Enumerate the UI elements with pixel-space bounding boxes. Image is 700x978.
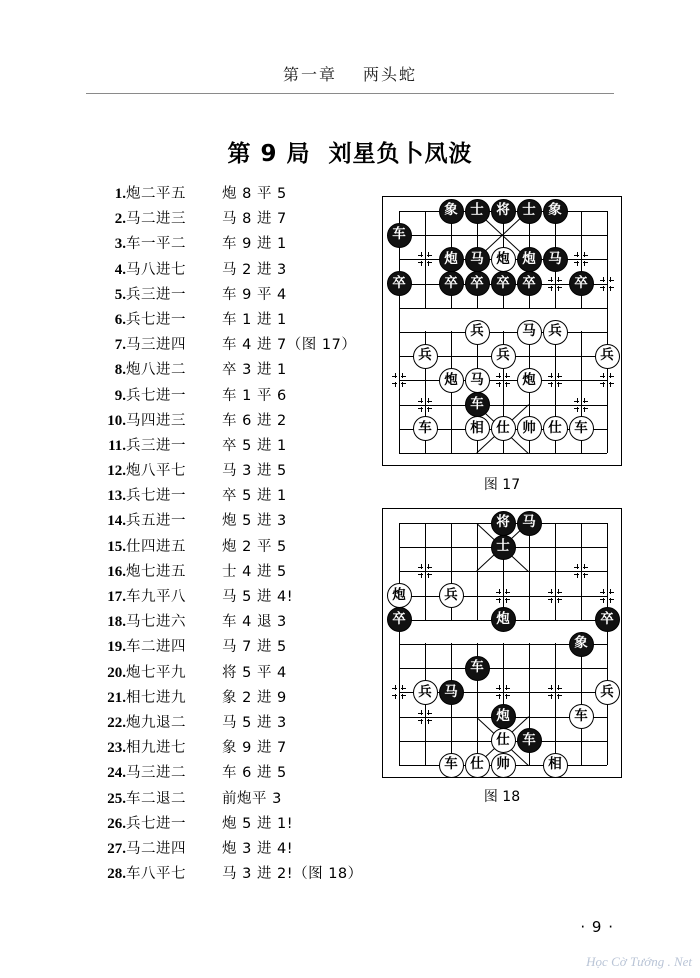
move-red: 马二进三 (126, 211, 186, 228)
move-row (96, 787, 366, 812)
game-title-prefix: 第 9 局 (227, 141, 311, 167)
watermark: Học Cờ Tướng . Net (586, 954, 692, 969)
chess-piece: 帅 (491, 753, 516, 778)
chess-piece: 仕 (491, 728, 516, 753)
chess-piece: 马 (543, 247, 568, 272)
move-black: 车 4 退 3 (222, 614, 287, 631)
board-point-mark (418, 710, 432, 724)
chess-piece: 仕 (491, 416, 516, 441)
move-black: 前炮平 3 (222, 790, 282, 807)
chess-piece: 将 (491, 199, 516, 224)
chess-piece: 卒 (517, 271, 542, 296)
chess-piece: 炮 (439, 368, 464, 393)
move-row (96, 610, 366, 635)
move-red: 兵五进一 (126, 513, 186, 530)
board-18 (382, 508, 622, 778)
move-black: 将 5 平 4 (222, 664, 287, 681)
running-head-chapter: 第一章 (282, 65, 337, 84)
move-row (96, 711, 366, 736)
move-black: 车 6 进 5 (222, 765, 287, 782)
move-black: 炮 2 平 5 (222, 538, 287, 555)
move-row (96, 333, 366, 358)
chess-piece: 仕 (543, 416, 568, 441)
move-number: 19. (107, 639, 126, 656)
move-row (96, 182, 366, 207)
move-number: 3. (114, 236, 126, 253)
chess-piece: 车 (569, 416, 594, 441)
move-red: 仕四进五 (126, 538, 186, 555)
move-number: 7. (114, 337, 126, 354)
board-point-mark (574, 564, 588, 578)
move-row (96, 509, 366, 534)
board-point-mark (600, 589, 614, 603)
move-red: 车一平二 (126, 236, 186, 253)
move-black: 炮 8 平 5 (222, 186, 287, 202)
chess-piece: 炮 (439, 247, 464, 272)
board-point-mark (574, 398, 588, 412)
chess-piece: 马 (517, 511, 542, 536)
move-number: 8. (114, 362, 126, 379)
move-black: 车 4 进 7（图 17） (222, 337, 357, 354)
move-black: 马 7 进 5 (222, 639, 287, 656)
chess-piece: 士 (465, 199, 490, 224)
move-black: 车 6 进 2 (222, 412, 287, 429)
move-black: 象 2 进 9 (222, 689, 287, 706)
board-point-mark (418, 252, 432, 266)
chess-piece: 象 (569, 632, 594, 657)
move-black: 炮 5 进 3 (222, 513, 287, 530)
chess-piece: 兵 (413, 680, 438, 705)
move-black: 车 1 平 6 (222, 387, 287, 404)
move-number: 14. (107, 513, 126, 530)
move-number: 6. (114, 311, 126, 328)
chess-piece: 车 (439, 753, 464, 778)
move-row (96, 560, 366, 585)
move-number: 16. (107, 563, 126, 580)
move-row (96, 812, 366, 837)
move-number: 1. (114, 186, 126, 202)
move-number: 10. (107, 412, 126, 429)
chess-piece: 将 (491, 511, 516, 536)
chess-piece: 象 (543, 199, 568, 224)
move-row (96, 434, 366, 459)
chess-piece: 马 (465, 247, 490, 272)
move-number: 22. (107, 714, 126, 731)
move-row (96, 686, 366, 711)
chess-piece: 兵 (595, 680, 620, 705)
board-grid-line (399, 523, 400, 765)
move-red: 相七进九 (126, 689, 186, 706)
move-row (96, 459, 366, 484)
chess-piece: 相 (465, 416, 490, 441)
move-row (96, 308, 366, 333)
move-row (96, 736, 366, 761)
move-black: 马 3 进 2!（图 18） (222, 866, 363, 883)
board-point-mark (496, 685, 510, 699)
move-red: 兵七进一 (126, 815, 186, 832)
chess-piece: 炮 (387, 583, 412, 608)
move-number: 21. (107, 689, 126, 706)
move-number: 13. (107, 488, 126, 505)
move-red: 马四进三 (126, 412, 186, 429)
move-number: 24. (107, 765, 126, 782)
chess-piece: 相 (543, 753, 568, 778)
move-number: 23. (107, 740, 126, 757)
move-red: 马八进七 (126, 261, 186, 278)
move-red: 车九平八 (126, 589, 186, 605)
move-number: 5. (114, 286, 126, 303)
board-17 (382, 196, 622, 466)
move-red: 炮八进二 (126, 362, 186, 379)
move-black: 车 1 进 1 (222, 311, 287, 328)
chess-piece: 兵 (491, 344, 516, 369)
move-row (96, 585, 366, 610)
chess-piece: 车 (413, 416, 438, 441)
move-red: 炮七平九 (126, 664, 186, 681)
diagram-18 (382, 508, 622, 805)
move-black: 士 4 进 5 (222, 563, 287, 580)
move-row (96, 283, 366, 308)
board-point-mark (548, 373, 562, 387)
chess-piece: 卒 (387, 271, 412, 296)
move-black: 卒 5 进 1 (222, 488, 287, 505)
move-red: 车八平七 (126, 866, 186, 883)
move-number: 27. (107, 840, 126, 857)
figure-caption-18: 图 18 (483, 789, 521, 805)
move-number: 17. (107, 589, 126, 605)
board-point-mark (600, 373, 614, 387)
chess-piece: 炮 (517, 368, 542, 393)
move-red: 兵七进一 (126, 488, 186, 505)
chess-piece: 马 (439, 680, 464, 705)
chess-piece: 车 (517, 728, 542, 753)
chess-piece: 卒 (439, 271, 464, 296)
move-red: 炮九退二 (126, 714, 186, 731)
move-number: 25. (107, 790, 126, 807)
move-red: 炮二平五 (126, 186, 186, 202)
move-black: 卒 3 进 1 (222, 362, 287, 379)
move-black: 马 3 进 5 (222, 463, 287, 480)
chess-piece: 车 (465, 392, 490, 417)
move-black: 车 9 进 1 (222, 236, 287, 253)
chess-piece: 兵 (413, 344, 438, 369)
move-red: 马二进四 (126, 840, 186, 857)
move-number: 12. (107, 463, 126, 480)
move-number: 15. (107, 538, 126, 555)
chess-piece: 车 (569, 704, 594, 729)
move-red: 相九进七 (126, 740, 186, 757)
move-black: 马 8 进 7 (222, 211, 287, 228)
move-row (96, 409, 366, 434)
move-red: 兵七进一 (126, 311, 186, 328)
running-head (0, 62, 700, 85)
diagram-17 (382, 196, 622, 493)
move-row (96, 484, 366, 509)
chess-piece: 卒 (595, 607, 620, 632)
move-red: 兵七进一 (126, 387, 186, 404)
page-title (0, 135, 700, 168)
board-grid-line (425, 523, 426, 765)
move-row (96, 837, 366, 862)
board-point-mark (574, 252, 588, 266)
board-point-mark (496, 373, 510, 387)
move-red: 马七进六 (126, 614, 186, 631)
move-red: 炮七进五 (126, 563, 186, 580)
chess-piece: 兵 (465, 320, 490, 345)
move-black: 马 2 进 3 (222, 261, 287, 278)
move-red: 车二退二 (126, 790, 186, 807)
header-rule (86, 93, 614, 94)
move-black: 马 5 进 3 (222, 714, 287, 731)
chess-piece: 车 (387, 223, 412, 248)
move-row (96, 232, 366, 257)
chess-piece: 炮 (491, 607, 516, 632)
chess-piece: 帅 (517, 416, 542, 441)
move-black: 炮 3 进 4! (222, 840, 294, 857)
move-row (96, 535, 366, 560)
chess-piece: 炮 (517, 247, 542, 272)
move-row (96, 862, 366, 887)
move-row (96, 635, 366, 660)
chess-piece: 象 (439, 199, 464, 224)
move-number: 18. (107, 614, 126, 631)
move-red: 马三进四 (126, 337, 186, 354)
chess-piece: 车 (465, 656, 490, 681)
chess-piece: 马 (465, 368, 490, 393)
chess-piece: 卒 (465, 271, 490, 296)
chess-piece: 炮 (491, 247, 516, 272)
board-grid-line (607, 523, 608, 765)
board-grid-line (477, 523, 478, 765)
board-grid-line (555, 523, 556, 765)
page-number: · 9 · (580, 918, 614, 936)
move-black: 马 5 进 4! (222, 589, 294, 605)
board-point-mark (418, 564, 432, 578)
move-list (96, 182, 366, 887)
board-grid-line (399, 453, 607, 454)
move-number: 2. (114, 211, 126, 228)
move-row (96, 207, 366, 232)
board-grid-line (451, 523, 452, 765)
chess-piece: 士 (491, 535, 516, 560)
chess-piece: 卒 (387, 607, 412, 632)
chess-piece: 士 (517, 199, 542, 224)
board-point-mark (418, 398, 432, 412)
move-number: 9. (114, 387, 126, 404)
board-point-mark (496, 589, 510, 603)
move-number: 20. (107, 664, 126, 681)
chess-piece: 兵 (543, 320, 568, 345)
board-grid-line (607, 211, 608, 453)
chess-piece: 卒 (491, 271, 516, 296)
chess-piece: 卒 (569, 271, 594, 296)
move-red: 炮八平七 (126, 463, 186, 480)
move-black: 象 9 进 7 (222, 740, 287, 757)
move-black: 车 9 平 4 (222, 286, 287, 303)
move-black: 炮 5 进 1! (222, 815, 294, 832)
game-title-name: 刘星负卜凤波 (328, 141, 473, 167)
board-point-mark (392, 373, 406, 387)
move-red: 兵三进一 (126, 286, 186, 303)
move-row (96, 258, 366, 283)
move-red: 兵三进一 (126, 437, 186, 454)
board-point-mark (392, 685, 406, 699)
chess-piece: 兵 (439, 583, 464, 608)
move-number: 11. (108, 437, 126, 454)
board-point-mark (600, 277, 614, 291)
chess-piece: 兵 (595, 344, 620, 369)
move-row (96, 761, 366, 786)
chess-piece: 马 (517, 320, 542, 345)
figure-caption-17: 图 17 (483, 477, 521, 493)
move-row (96, 384, 366, 409)
move-row (96, 358, 366, 383)
board-point-mark (548, 685, 562, 699)
move-red: 马三进二 (126, 765, 186, 782)
running-head-section: 两头蛇 (363, 65, 418, 84)
move-number: 28. (107, 866, 126, 883)
move-number: 4. (114, 261, 126, 278)
chess-piece: 仕 (465, 753, 490, 778)
chess-piece: 炮 (491, 704, 516, 729)
board-point-mark (548, 589, 562, 603)
move-number: 26. (107, 815, 126, 832)
board-point-mark (548, 277, 562, 291)
board-river (400, 309, 606, 331)
move-black: 卒 5 进 1 (222, 437, 287, 454)
move-red: 车二进四 (126, 639, 186, 656)
move-row (96, 661, 366, 686)
